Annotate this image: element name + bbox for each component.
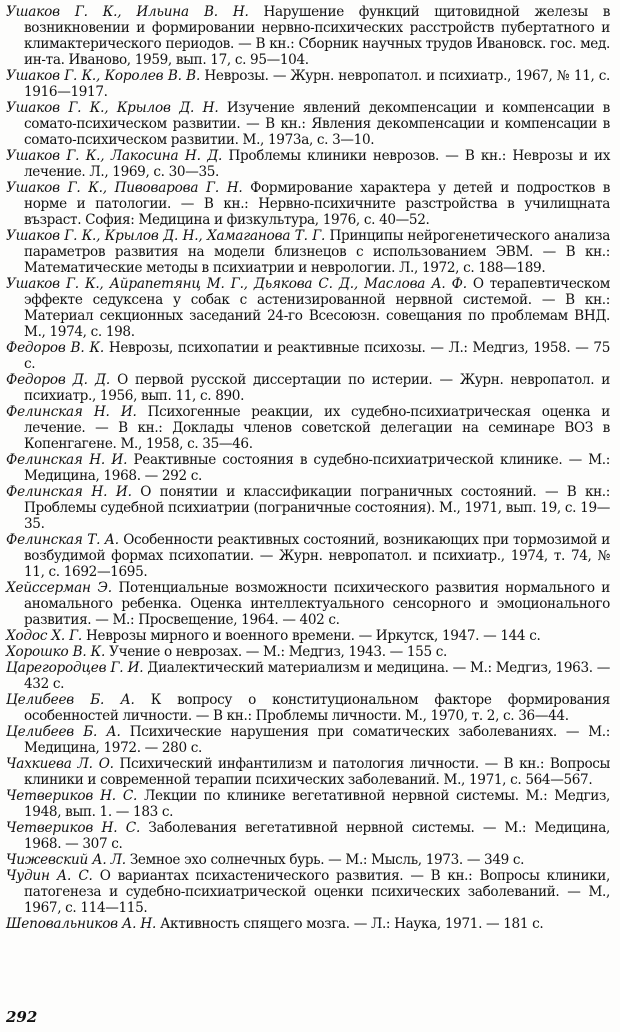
entry-text: Психические нарушения при соматических заболеваниях. — М.: Медицина, 1972. — 280 с. [24,724,610,756]
bibliography-entry [6,852,610,868]
bibliography-entry [6,644,610,660]
bibliography-entry [6,180,610,228]
entry-text: Реактивные состояния в судебно-психиатрической клинике. — М.: Медицина, 1968. — 292 с. [24,452,610,484]
entry-text: Особенности реактивных состояний, возникающих при тормозимой и возбудимой формах психопатии. — Журн. невропатол. и психиатр., 1974, т. 74, № 11, с. 1692—1695. [24,532,610,580]
entry-text: Земное эхо солнечных бурь. — М.: Мысль, 1973. — 349 с. [125,852,525,868]
entry-author: Целибеев Б. А. [6,692,135,708]
entry-author: Ушаков Г. К., Ильина В. Н. [6,4,249,20]
entry-text: Проблемы клиники неврозов. — В кн.: Неврозы и их лечение. Л., 1969, с. 30—35. [24,148,611,180]
bibliography-entry [6,916,610,932]
entry-text: Потенциальные возможности психического развития нормального и аномального ребенка. Оценка интеллектуального сенсорного и эмоционального развития. — М.: Просвещение, 1964. — 402 с. [24,580,610,628]
entry-text: Активность спящего мозга. — Л.: Наука, 1971. — 181 с. [156,916,544,932]
entry-author: Целибеев Б. А. [6,724,121,740]
entry-author: Чижевский А. Л. [6,852,126,868]
entry-author: Ушаков Г. К., Пивоварова Г. Н. [6,180,243,196]
entry-author: Фелинская Т. А. [6,532,119,548]
entry-author: Хейссерман Э. [6,580,112,596]
entry-text: О терапевтическом эффекте седуксена у собак с астенизированной нервной системой. — В кн.: Материал секционных заседаний 24-го Всесоюзн. совещания по проблемам ВНД. М., 1974, с. 198. [24,276,610,340]
bibliography-entry [6,452,610,484]
entry-author: Ушаков Г. К., Королев В. В. [6,68,201,84]
bibliography-entry [6,660,610,692]
entry-text: Лекции по клинике вегетативной нервной системы. М.: Медгиз, 1948, вып. 1. — 183 с. [24,788,611,820]
page-number: 292 [6,1008,38,1026]
entry-author: Чахкиева Л. О. [6,756,114,772]
entry-author: Ушаков Г. К., Крылов Д. Н. [6,100,219,116]
bibliography-entry [6,532,610,580]
bibliography-entry [6,692,610,724]
entry-author: Ушаков Г. К., Крылов Д. Н., Хамаганова Т. Г. [6,228,326,244]
bibliography-entry [6,756,610,788]
entry-author: Чудин А. С. [6,868,93,884]
entry-author: Федоров В. К. [6,340,104,356]
entry-text: О первой русской диссертации по истерии. — Журн. невропатол. и психиатр., 1956, вып. 11, с. 890. [24,372,610,404]
bibliography-entry [6,148,610,180]
entry-author: Фелинская Н. И. [6,484,132,500]
bibliography-entry [6,484,610,532]
entry-text: О понятии и классификации пограничных состояний. — В кн.: Проблемы судебной психиатрии (пограничные состояния). М., 1971, вып. 19, с. 19—35. [24,484,611,532]
bibliography-entry [6,580,610,628]
entry-text: Формирование характера у детей и подростков в норме и патологии. — В кн.: Нервно-психичните разстройства в училищната възраст. София: Медицина и физкультура, 1976, с. 40—52. [24,180,610,228]
entry-text: О вариантах психастенического развития. — В кн.: Вопросы клиники, патогенеза и судебно-психиатрической оценки психических заболеваний. — М., 1967, с. 114—115. [24,868,610,916]
bibliography-entry [6,100,610,148]
entry-text: Диалектический материализм и медицина. — М.: Медгиз, 1963. — 432 с. [24,660,610,692]
bibliography-entry [6,276,610,340]
entry-text: Нарушение функций щитовидной железы в возникновении и формировании нервно-психических расстройств пубертатного и климактерического периодов. — В кн.: Сборник научных трудов Ивановск. гос. мед. ин-та. Иваново, 1959, вып. 17, с. 95—104. [24,4,610,68]
entry-author: Шеповальников А. Н. [6,916,157,932]
bibliography-entry [6,228,610,276]
entry-author: Четвериков Н. С. [6,820,141,836]
entry-author: Царегородцев Г. И. [6,660,144,676]
entry-text: Учение о неврозах. — М.: Медгиз, 1943. — 155 с. [105,644,447,660]
entry-text: Психический инфантилизм и патология личности. — В кн.: Вопросы клиники и современной терапии психических заболеваний. М., 1971, с. 564—567. [24,756,611,788]
bibliography-entry [6,4,610,68]
entry-text: Изучение явлений декомпенсации и компенсации в сомато-психическом развитии. — В кн.: Явления декомпенсации и компенсации в сомато-психическом развитии. М., 1973а, с. 3—10. [24,100,610,148]
entry-text: Заболевания вегетативной нервной системы. — М.: Медицина, 1968. — 307 с. [24,820,610,852]
entry-text: Психогенные реакции, их судебно-психиатрическая оценка и лечение. — В кн.: Доклады членов советской делегации на семинаре ВОЗ в Копенгагене. М., 1958, с. 35—46. [24,404,610,452]
bibliography-entry [6,68,610,100]
bibliography-list [6,4,610,932]
bibliography-entry [6,820,610,852]
bibliography-entry [6,340,610,372]
entry-author: Ушаков Г. К., Айрапетянц М. Г., Дьякова С. Д., Маслова А. Ф. [6,276,467,292]
entry-author: Федоров Д. Д. [6,372,110,388]
bibliography-entry [6,724,610,756]
entry-author: Фелинская Н. И. [6,452,128,468]
entry-author: Четвериков Н. С. [6,788,138,804]
entry-author: Хорошко В. К. [6,644,106,660]
bibliography-entry [6,788,610,820]
bibliography-entry [6,868,610,916]
entry-author: Ушаков Г. К., Лакосина Н. Д. [6,148,223,164]
entry-text: Принципы нейрогенетического анализа параметров развития на модели близнецов с использованием ЭВМ. — В кн.: Математические методы в психиатрии и неврологии. Л., 1972, с. 188—189. [24,228,610,276]
entry-text: Неврозы мирного и военного времени. — Иркутск, 1947. — 144 с. [82,628,541,644]
bibliography-entry [6,404,610,452]
entry-text: Неврозы, психопатии и реактивные психозы. — Л.: Медгиз, 1958. — 75 с. [24,340,610,372]
entry-author: Фелинская Н. И. [6,404,137,420]
entry-author: Ходос Х. Г. [6,628,83,644]
bibliography-entry [6,628,610,644]
bibliography-entry [6,372,610,404]
entry-text: К вопросу о конституциональном факторе формирования особенностей личности. — В кн.: Проблемы личности. М., 1970, т. 2, с. 36—44. [24,692,610,724]
entry-text: Неврозы. — Журн. невропатол. и психиатр., 1967, № 11, с. 1916—1917. [24,68,610,100]
